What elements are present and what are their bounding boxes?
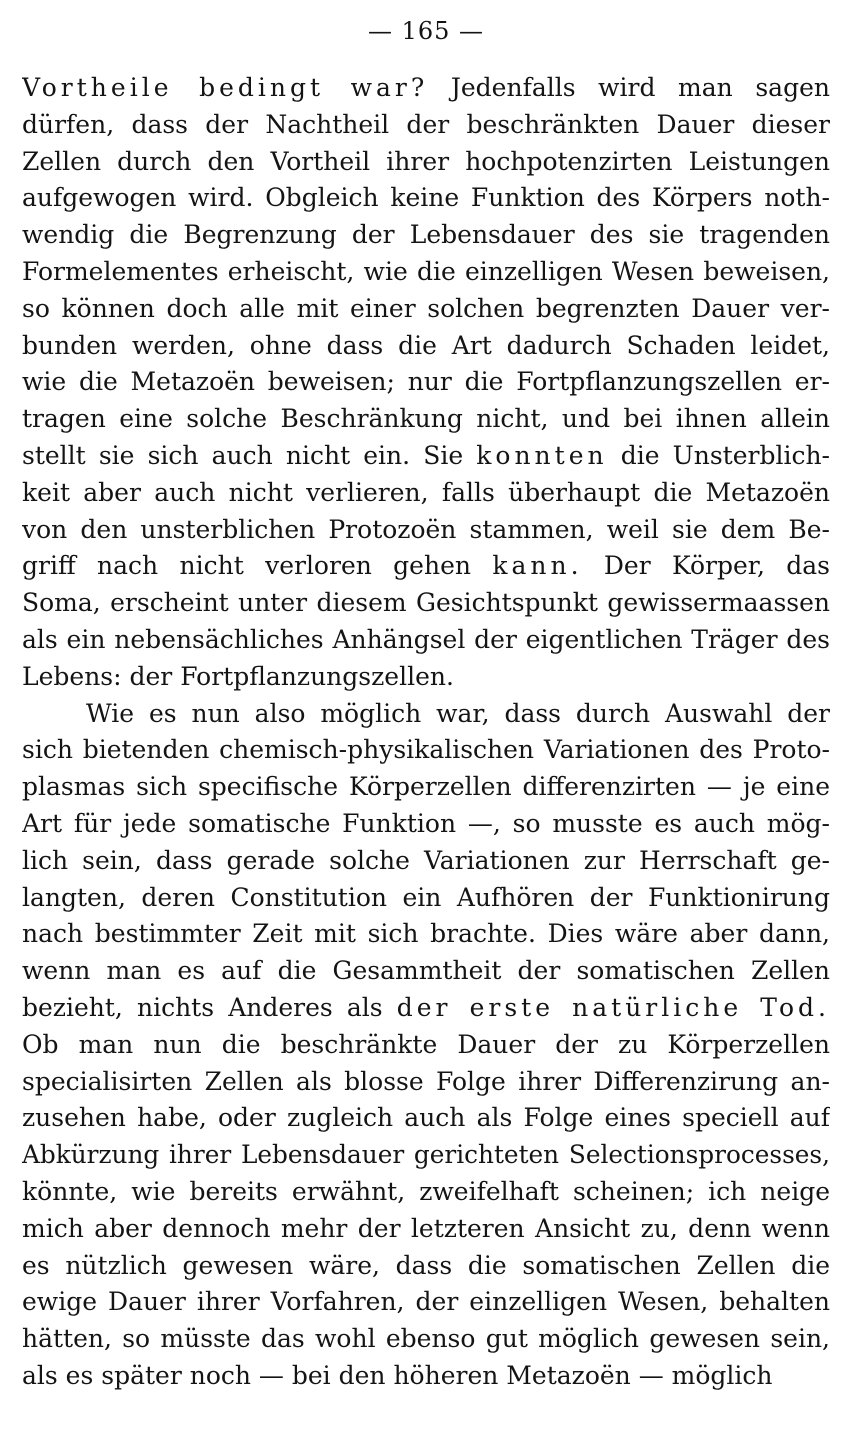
text-run: als ein nebensächliches Anhängsel der eigentlichen Träger des: [22, 624, 830, 654]
paragraph: [22, 70, 830, 696]
text-line: [22, 1174, 830, 1211]
book-page: [22, 0, 830, 1450]
text-line: [22, 217, 830, 254]
text-run: es nützlich gewesen wäre, dass die somatischen Zellen die: [22, 1250, 830, 1280]
text-line: [22, 512, 830, 549]
text-run: zusehen habe, oder zugleich auch als Folge eines speciell auf: [22, 1103, 830, 1133]
text-run: Abkürzung ihrer Lebensdauer gerichteten Selectionsprocesses,: [22, 1140, 830, 1170]
text-run: tragen eine solche Beschränkung nicht, und bei ihnen allein: [22, 404, 830, 434]
text-run: sich bietenden chemisch-physikalischen Variationen des Proto-: [22, 735, 830, 765]
text-run: lich sein, dass gerade solche Variationen zur Herrschaft ge-: [22, 845, 830, 875]
text-line: [22, 1211, 830, 1248]
text-line: [22, 70, 830, 107]
text-run: die Unsterblich-: [607, 440, 830, 470]
text-run: ewige Dauer ihrer Vorfahren, der einzelligen Wesen, behalten: [22, 1287, 830, 1317]
text-run: dürfen, dass der Nachtheil der beschränkten Dauer dieser: [22, 109, 830, 139]
text-line: [22, 1248, 830, 1285]
text-run: könnte, wie bereits erwähnt, zweifelhaft scheinen; ich neige: [22, 1176, 830, 1206]
text-run: Jedenfalls wird man sagen: [428, 73, 830, 102]
text-line: [22, 1100, 830, 1137]
text-run: griff nach nicht verloren gehen: [22, 551, 493, 581]
text-line: [22, 364, 830, 401]
page-number: — 165 —: [367, 17, 485, 45]
spaced-emphasis: Vortheile bedingt war?: [22, 73, 429, 102]
text-run: von den unsterblichen Protozoën stammen, weil sie dem Be-: [22, 514, 830, 544]
text-run: stellt sie sich auch nicht ein. Sie: [22, 440, 477, 470]
text-line: [22, 953, 830, 990]
text-line: [22, 732, 830, 769]
text-line: [22, 1321, 830, 1358]
text-run: Wie es nun also möglich war, dass durch Auswahl der: [86, 698, 830, 728]
text-line: [22, 1137, 830, 1174]
text-run: Lebens: der Fortpflanzungszellen.: [22, 661, 454, 691]
text-line: [22, 438, 830, 475]
text-line: [22, 144, 830, 181]
text-run: wie die Metazoën beweisen; nur die Fortpflanzungszellen er-: [22, 367, 830, 397]
text-run: Ob man nun die beschränkte Dauer der zu Körperzellen: [22, 1029, 830, 1059]
text-line: [22, 291, 830, 328]
body-text: [22, 70, 830, 1395]
text-run: aufgewogen wird. Obgleich keine Funktion des Körpers noth-: [22, 183, 830, 213]
paragraph: [22, 696, 830, 1395]
text-run: bunden werden, ohne dass die Art dadurch Schaden leidet,: [22, 330, 830, 360]
text-run: Soma, erscheint unter diesem Gesichtspunkt gewissermaassen: [22, 588, 830, 618]
text-run: Art für jede somatische Funktion —, so musste es auch mög-: [22, 808, 830, 838]
text-line: [22, 990, 830, 1027]
text-run: wendig die Begrenzung der Lebensdauer des sie tragenden: [22, 220, 830, 250]
text-line: [22, 843, 830, 880]
text-line: [22, 1064, 830, 1101]
text-line: [22, 107, 830, 144]
text-line: [22, 180, 830, 217]
spaced-emphasis: konnten: [476, 440, 608, 470]
text-run: langten, deren Constitution ein Aufhören der Funktionirung: [22, 882, 830, 912]
text-run: keit aber auch nicht verlieren, falls überhaupt die Metazoën: [22, 477, 830, 507]
text-run: wenn man es auf die Gesammtheit der somatischen Zellen: [22, 956, 830, 986]
text-line: [22, 880, 830, 917]
text-line: [22, 401, 830, 438]
text-line: [22, 806, 830, 843]
text-line: [22, 548, 830, 585]
text-line: [22, 254, 830, 291]
text-line: [22, 769, 830, 806]
text-line: [22, 696, 830, 733]
text-line: [22, 328, 830, 365]
text-run: als es später noch — bei den höheren Metazoën — möglich: [22, 1360, 773, 1390]
text-run: nach bestimmter Zeit mit sich brachte. Dies wäre aber dann,: [22, 919, 830, 949]
text-line: [22, 659, 830, 696]
text-run: bezieht, nichts Anderes als: [22, 992, 397, 1022]
spaced-emphasis: kann.: [492, 551, 583, 581]
text-line: [22, 916, 830, 953]
text-run: Zellen durch den Vortheil ihrer hochpotenzirten Leistungen: [22, 146, 830, 176]
text-run: specialisirten Zellen als blosse Folge ihrer Differenzirung an-: [22, 1066, 830, 1096]
text-line: [22, 622, 830, 659]
text-line: [22, 585, 830, 622]
text-line: [22, 1358, 830, 1395]
text-line: [22, 1027, 830, 1064]
spaced-emphasis: der erste natürliche Tod.: [396, 992, 830, 1022]
text-run: Formelementes erheischt, wie die einzelligen Wesen beweisen,: [22, 256, 830, 286]
text-run: hätten, so müsste das wohl ebenso gut möglich gewesen sein,: [22, 1324, 830, 1354]
text-line: [22, 475, 830, 512]
text-run: so können doch alle mit einer solchen begrenzten Dauer ver-: [22, 293, 830, 323]
text-run: mich aber dennoch mehr der letzteren Ansicht zu, denn wenn: [22, 1213, 830, 1243]
text-run: Der Körper, das: [582, 551, 830, 581]
text-run: plasmas sich specifische Körperzellen differenzirten — je eine: [22, 772, 830, 802]
text-line: [22, 1284, 830, 1321]
